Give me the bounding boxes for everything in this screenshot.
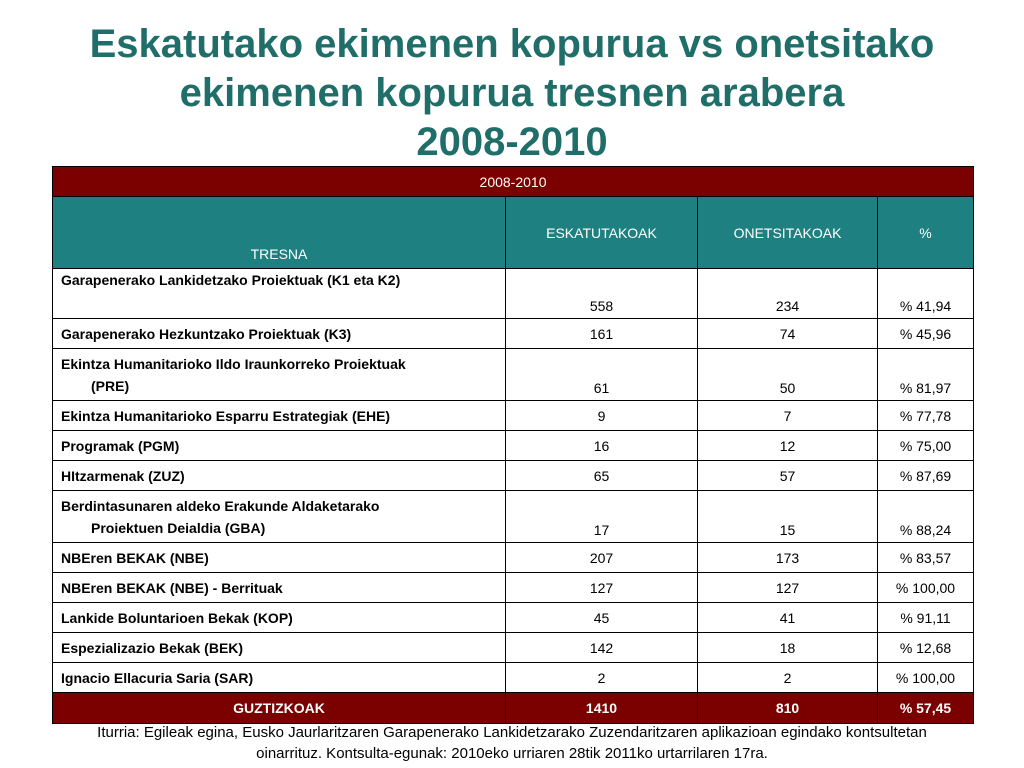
table-row <box>53 543 974 573</box>
row-eskatutakoak: 17 <box>506 491 698 543</box>
table-row <box>53 431 974 461</box>
row-onetsitakoak: 173 <box>698 543 878 573</box>
row-onetsitakoak: 234 <box>698 269 878 319</box>
row-percent: % 41,94 <box>878 269 974 319</box>
row-name: HItzarmenak (ZUZ) <box>53 461 506 491</box>
row-onetsitakoak: 57 <box>698 461 878 491</box>
row-name: Programak (PGM) <box>53 431 506 461</box>
table-row <box>53 603 974 633</box>
row-onetsitakoak: 7 <box>698 401 878 431</box>
row-eskatutakoak: 558 <box>506 269 698 319</box>
row-onetsitakoak: 74 <box>698 319 878 349</box>
row-eskatutakoak: 65 <box>506 461 698 491</box>
row-eskatutakoak: 142 <box>506 633 698 663</box>
row-percent: % 100,00 <box>878 663 974 693</box>
row-eskatutakoak: 2 <box>506 663 698 693</box>
page-title <box>0 20 1024 167</box>
row-eskatutakoak: 61 <box>506 349 698 401</box>
col-header-eskatutakoak: ESKATUTAKOAK <box>506 197 698 269</box>
table-row <box>53 573 974 603</box>
title-line-1: Eskatutako ekimenen kopurua vs onetsitako <box>89 22 935 66</box>
total-onetsitakoak: 810 <box>698 693 878 724</box>
table-row <box>53 663 974 693</box>
row-name-line-1: Berdintasunaren aldeko Erakunde Aldaketarako <box>61 498 380 514</box>
row-eskatutakoak: 45 <box>506 603 698 633</box>
title-line-3: 2008-2010 <box>416 120 608 164</box>
col-header-tresna: TRESNA <box>53 197 506 269</box>
row-onetsitakoak: 15 <box>698 491 878 543</box>
row-percent: % 81,97 <box>878 349 974 401</box>
row-name: Espezializazio Bekak (BEK) <box>53 633 506 663</box>
table-row <box>53 633 974 663</box>
period-header-row <box>53 167 974 197</box>
table-row <box>53 461 974 491</box>
source-line-2: oinarrituz. Kontsulta-egunak: 2010eko urriaren 28tik 2011ko urtarrilaren 17ra. <box>256 745 768 762</box>
row-name-line-1: Ekintza Humanitarioko Ildo Iraunkorreko Proiektuak <box>61 356 406 372</box>
col-header-percent: % <box>878 197 974 269</box>
row-name: NBEren BEKAK (NBE) - Berrituak <box>53 573 506 603</box>
row-percent: % 12,68 <box>878 633 974 663</box>
row-percent: % 83,57 <box>878 543 974 573</box>
row-onetsitakoak: 18 <box>698 633 878 663</box>
row-percent: % 77,78 <box>878 401 974 431</box>
col-header-onetsitakoak: ONETSITAKOAK <box>698 197 878 269</box>
row-percent: % 91,11 <box>878 603 974 633</box>
row-name: Lankide Boluntarioen Bekak (KOP) <box>53 603 506 633</box>
row-name: Ekintza Humanitarioko Esparru Estrategiak (EHE) <box>53 401 506 431</box>
row-eskatutakoak: 16 <box>506 431 698 461</box>
row-name: Garapenerako Lankidetzako Proiektuak (K1 eta K2) <box>53 269 506 319</box>
period-header: 2008-2010 <box>53 167 974 197</box>
row-onetsitakoak: 12 <box>698 431 878 461</box>
table-row <box>53 491 974 543</box>
total-row <box>53 693 974 724</box>
row-percent: % 88,24 <box>878 491 974 543</box>
table-row <box>53 269 974 319</box>
data-table <box>52 166 974 724</box>
source-line-1: Iturria: Egileak egina, Eusko Jaurlaritzaren Garapenerako Lankidetzarako Zuzendaritzaren aplikazioan egindako kontsultetan <box>97 724 927 741</box>
row-percent: % 100,00 <box>878 573 974 603</box>
row-eskatutakoak: 161 <box>506 319 698 349</box>
row-percent: % 45,96 <box>878 319 974 349</box>
row-name: Garapenerako Hezkuntzako Proiektuak (K3) <box>53 319 506 349</box>
row-eskatutakoak: 127 <box>506 573 698 603</box>
row-onetsitakoak: 50 <box>698 349 878 401</box>
table-row <box>53 319 974 349</box>
row-onetsitakoak: 127 <box>698 573 878 603</box>
column-header-row <box>53 197 974 269</box>
total-eskatutakoak: 1410 <box>506 693 698 724</box>
table-row <box>53 401 974 431</box>
row-name <box>53 349 506 401</box>
row-name-line-2: (PRE) <box>91 378 130 394</box>
row-name: Ignacio Ellacuria Saria (SAR) <box>53 663 506 693</box>
total-label: GUZTIZKOAK <box>53 693 506 724</box>
table-row <box>53 349 974 401</box>
row-onetsitakoak: 2 <box>698 663 878 693</box>
row-percent: % 87,69 <box>878 461 974 491</box>
title-line-2: ekimenen kopurua tresnen arabera <box>179 71 845 115</box>
total-percent: % 57,45 <box>878 693 974 724</box>
row-percent: % 75,00 <box>878 431 974 461</box>
source-note <box>0 722 1024 764</box>
row-name-line-2: Proiektuen Deialdia (GBA) <box>91 520 266 536</box>
row-name <box>53 491 506 543</box>
row-eskatutakoak: 9 <box>506 401 698 431</box>
row-onetsitakoak: 41 <box>698 603 878 633</box>
row-eskatutakoak: 207 <box>506 543 698 573</box>
row-name: NBEren BEKAK (NBE) <box>53 543 506 573</box>
